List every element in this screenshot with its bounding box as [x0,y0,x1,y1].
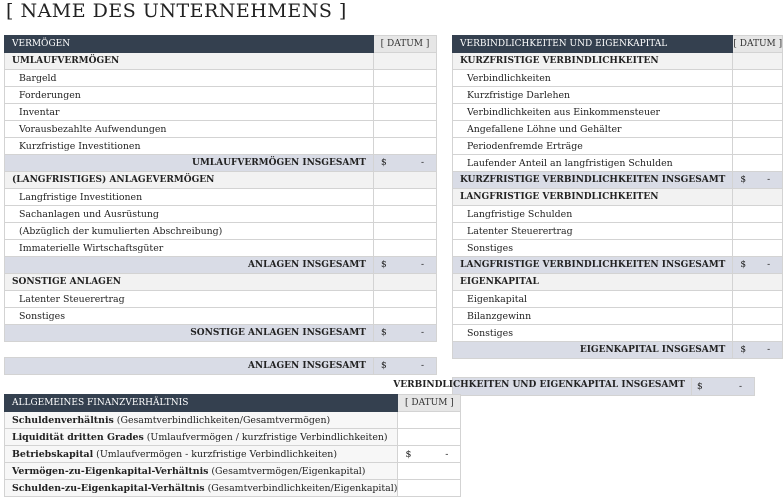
equity-value-cell[interactable] [733,291,783,308]
currency-symbol: $ [697,381,703,392]
liability-value-cell[interactable] [733,206,783,223]
ratio-value: - [445,448,449,460]
asset-item: Vorausbezahlte Aufwendungen [5,121,374,138]
total-value: - [420,328,424,338]
asset-item: Sonstiges [5,308,374,325]
currency-symbol: $ [740,175,747,185]
total-value: - [738,381,742,392]
equity-item: Bilanzgewinn [453,308,733,325]
long-liabilities-total-label: LANGFRISTIGE VERBINDLICHKEITEN INSGESAMT [453,257,733,274]
long-liabilities-total-value[interactable] [733,257,783,274]
liability-item: Verbindlichkeiten aus Einkommensteuer [453,104,733,121]
asset-value-cell[interactable] [374,104,437,121]
ratios-date-header[interactable]: [ DATUM ] [398,395,461,412]
current-liabilities-total-label: KURZFRISTIGE VERBINDLICHKEITEN INSGESAMT [453,172,733,189]
asset-value-cell[interactable] [374,223,437,240]
asset-item: Langfristige Investitionen [5,189,374,206]
liability-item: Laufender Anteil an langfristigen Schulden [453,155,733,172]
equity-total-value[interactable] [733,342,783,359]
assets-header: VERMÖGEN [5,36,374,53]
current-assets-header: UMLAUFVERMÖGEN [5,53,374,70]
liability-value-cell[interactable] [733,87,783,104]
liabilities-grand-total [393,377,755,396]
current-liabilities-header: KURZFRISTIGE VERBINDLICHKEITEN [453,53,733,70]
liability-value-cell[interactable] [733,121,783,138]
fixed-assets-header: (LANGFRISTIGES) ANLAGEVERMÖGEN [5,172,374,189]
ratio-value-cell[interactable] [398,412,461,429]
liability-value-cell[interactable] [733,138,783,155]
equity-item: Sonstiges [453,325,733,342]
currency-symbol: $ [740,260,747,270]
liability-item: Latenter Steuerertrag [453,223,733,240]
ratio-value-cell[interactable] [398,446,461,463]
assets-header-row [5,36,437,53]
liability-value-cell[interactable] [733,240,783,257]
asset-value-cell[interactable] [374,308,437,325]
currency-symbol: $ [381,158,387,168]
asset-value-cell[interactable] [374,70,437,87]
liability-item: Kurzfristige Darlehen [453,87,733,104]
ratio-formula: (Umlaufvermögen / kurzfristige Verbindlichkeiten) [146,431,388,443]
asset-item: (Abzüglich der kumulierten Abschreibung) [5,223,374,240]
ratio-value-cell[interactable] [398,480,461,497]
liability-item: Sonstiges [453,240,733,257]
asset-item: Latenter Steuerertrag [5,291,374,308]
currency-symbol: $ [740,345,747,355]
liability-value-cell[interactable] [733,70,783,87]
asset-value-cell[interactable] [374,121,437,138]
total-value: - [767,345,771,355]
liabilities-header: VERBINDLICHKEITEN UND EIGENKAPITAL [453,36,733,53]
ratios-table [4,394,461,497]
asset-value-cell[interactable] [374,138,437,155]
other-assets-total-label: SONSTIGE ANLAGEN INSGESAMT [5,325,374,342]
total-value: - [767,260,771,270]
assets-grand-total-label: ANLAGEN INSGESAMT [5,358,374,375]
ratio-name: Schuldenverhältnis [12,414,114,426]
ratio-formula: (Gesamtvermögen/Eigenkapital) [211,465,366,477]
page-title: [ NAME DES UNTERNEHMENS ] [6,0,347,22]
liabilities-grand-total-label-cell [393,378,692,396]
liabilities-grand-total-value[interactable] [692,378,755,396]
fixed-assets-total-value[interactable] [374,257,437,274]
current-liabilities-total-value[interactable] [733,172,783,189]
asset-value-cell[interactable] [374,291,437,308]
asset-item: Forderungen [5,87,374,104]
currency-symbol: $ [381,361,387,371]
ratio-row-label [5,480,398,497]
ratios-header: ALLGEMEINES FINANZVERHÄLTNIS [5,395,398,412]
liability-value-cell[interactable] [733,104,783,121]
asset-value-cell[interactable] [374,240,437,257]
ratio-name: Liquidität dritten Grades [12,431,144,443]
assets-date-header[interactable]: [ DATUM ] [374,36,437,53]
total-value: - [420,361,424,371]
asset-item: Sachanlagen und Ausrüstung [5,206,374,223]
asset-value-cell[interactable] [374,87,437,104]
liability-item: Periodenfremde Erträge [453,138,733,155]
liability-value-cell[interactable] [733,223,783,240]
fixed-assets-total-label: ANLAGEN INSGESAMT [5,257,374,274]
currency-symbol: $ [381,328,387,338]
asset-item: Immaterielle Wirtschaftsgüter [5,240,374,257]
asset-item: Kurzfristige Investitionen [5,138,374,155]
assets-table [4,35,437,375]
equity-item: Eigenkapital [453,291,733,308]
liabilities-grand-total-label: VERBINDLICHKEITEN UND EIGENKAPITAL INSGESAMT [393,380,685,390]
other-assets-header: SONSTIGE ANLAGEN [5,274,374,291]
asset-item: Inventar [5,104,374,121]
ratio-formula: (Gesamtverbindlichkeiten/Eigenkapital) [207,482,398,494]
ratio-value-cell[interactable] [398,429,461,446]
equity-value-cell[interactable] [733,308,783,325]
ratio-row-label [5,463,398,480]
ratio-row-label [5,412,398,429]
current-assets-total-label: UMLAUFVERMÖGEN INSGESAMT [5,155,374,172]
liability-value-cell[interactable] [733,155,783,172]
other-assets-total-value[interactable] [374,325,437,342]
asset-value-cell[interactable] [374,206,437,223]
total-value: - [420,158,424,168]
liability-item: Angefallene Löhne und Gehälter [453,121,733,138]
asset-value-cell[interactable] [374,189,437,206]
ratio-formula: (Gesamtverbindlichkeiten/Gesamtvermögen) [116,414,331,426]
ratio-name: Vermögen-zu-Eigenkapital-Verhältnis [12,465,209,477]
current-assets-total-value[interactable] [374,155,437,172]
currency-symbol: $ [405,448,412,460]
liability-item: Langfristige Schulden [453,206,733,223]
currency-symbol: $ [381,260,387,270]
ratio-formula: (Umlaufvermögen - kurzfristige Verbindlichkeiten) [96,448,337,460]
ratio-name: Betriebskapital [12,448,94,460]
assets-grand-total-value[interactable] [374,358,437,375]
ratio-value-cell[interactable] [398,463,461,480]
ratio-name: Schulden-zu-Eigenkapital-Verhältnis [12,482,205,494]
liabilities-table [452,35,783,359]
equity-value-cell[interactable] [733,325,783,342]
equity-header: EIGENKAPITAL [453,274,733,291]
total-value: - [767,175,771,185]
liability-item: Verbindlichkeiten [453,70,733,87]
liabilities-date-header[interactable]: [ DATUM ] [733,36,783,53]
ratio-row-label [5,446,398,463]
asset-item: Bargeld [5,70,374,87]
total-value: - [420,260,424,270]
ratio-row-label [5,429,398,446]
equity-total-label: EIGENKAPITAL INSGESAMT [453,342,733,359]
long-liabilities-header: LANGFRISTIGE VERBINDLICHKEITEN [453,189,733,206]
